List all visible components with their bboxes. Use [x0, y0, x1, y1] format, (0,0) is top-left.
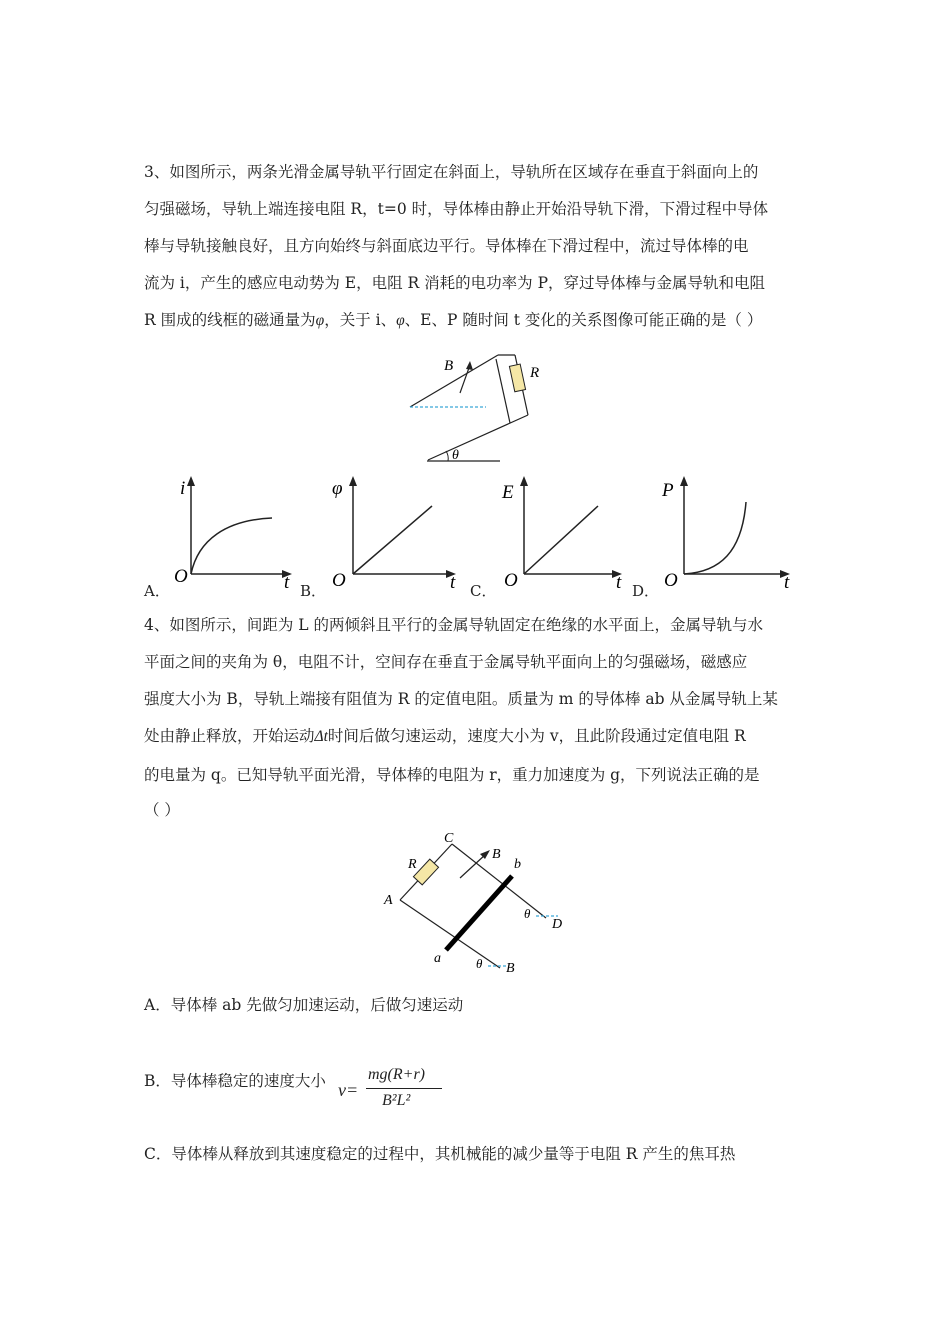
q3-a-xlabel: t [284, 572, 290, 590]
q4-option-b[interactable]: B．导体棒稳定的速度大小 [144, 1072, 326, 1090]
q3-b-ylabel: φ [332, 478, 343, 499]
phi-symbol: φ [315, 312, 325, 329]
q4-line-3: 强度大小为 B，导轨上端接有阻值为 R 的定值电阻。质量为 m 的导体棒 ab 从金属导轨上某 [144, 690, 778, 708]
q4-line-4-tail: 时间后做匀速运动，速度大小为 v，且此阶段通过定值电阻 R [327, 727, 746, 745]
q3-d-curve [684, 502, 746, 574]
q4-label-C: C [444, 831, 454, 846]
q3-option-a-letter[interactable]: A． [144, 582, 170, 600]
q4-label-R: R [408, 857, 417, 872]
q4-label-b: b [514, 857, 521, 872]
q3-line-3: 棒与导轨接触良好，且方向始终与斜面底边平行。导体棒在下滑过程中，流过导体棒的电 [144, 237, 749, 255]
q3-line-5-head: R 围成的线框的磁通量为 [144, 311, 316, 329]
q3-option-c-graph[interactable] [500, 472, 635, 590]
q3-fig-label-B: B [444, 358, 454, 374]
q4-label-B-arrow: B [492, 847, 501, 862]
q3-option-b-letter[interactable]: B． [300, 582, 327, 600]
q3-c-line [524, 506, 598, 574]
q3-b-line [353, 506, 432, 574]
q3-line-5-tail2: 、E、P 随时间 t 变化的关系图像可能正确的是（ ） [404, 311, 763, 329]
q3-option-d-letter[interactable]: D． [632, 582, 660, 600]
phi-symbol-2: φ [396, 312, 405, 329]
q4-option-c[interactable]: C．导体棒从释放到其速度稳定的过程中，其机械能的减少量等于电阻 R 产生的焦耳热 [144, 1145, 736, 1163]
q3-d-origin: O [664, 570, 678, 590]
q3-line-4: 流为 i，产生的感应电动势为 E，电阻 R 消耗的电功率为 P，穿过导体棒与金属导轨和电阻 [144, 274, 766, 292]
q3-option-d-graph[interactable] [660, 472, 800, 590]
q3-a-curve [191, 518, 272, 574]
q4-label-B-end: B [506, 961, 515, 976]
q3-line-5 [144, 310, 762, 331]
q3-option-a-graph[interactable] [168, 472, 303, 590]
q4-line-4 [144, 726, 746, 747]
conductor-rod [446, 876, 512, 950]
q3-incline-figure [400, 345, 540, 467]
q4-label-theta-1: θ [524, 906, 531, 921]
q3-line-1: 3、如图所示，两条光滑金属导轨平行固定在斜面上，导轨所在区域存在垂直于斜面向上的 [144, 163, 759, 181]
q4-label-D: D [552, 917, 563, 932]
formula-denominator: B²L² [382, 1092, 411, 1109]
q4-line-5: 的电量为 q。已知导轨平面光滑，导体棒的电阻为 r，重力加速度为 g，下列说法正确的是 [144, 766, 760, 784]
q3-line-2: 匀强磁场，导轨上端连接电阻 R，t=0 时，导体棒由静止开始沿导轨下滑，下滑过程中导体 [144, 200, 769, 218]
q3-c-ylabel: E [502, 482, 514, 503]
q4-option-a[interactable]: A．导体棒 ab 先做匀加速运动，后做匀速运动 [144, 996, 464, 1014]
q3-fig-label-R: R [530, 365, 540, 381]
q4-label-A: A [384, 893, 393, 908]
q4-line-2: 平面之间的夹角为 θ，电阻不计，空间存在垂直于金属导轨平面向上的匀强磁场，磁感应 [144, 653, 748, 671]
q3-a-ylabel: i [180, 478, 186, 499]
q4-rail-figure [380, 828, 580, 976]
formula-numerator: mg(R+r) [368, 1066, 426, 1083]
q3-c-origin: O [504, 570, 518, 590]
q3-b-xlabel: t [450, 572, 456, 590]
q3-line-5-tail: ，关于 i、 [324, 311, 397, 329]
q4-option-b-formula [338, 1066, 458, 1116]
q4-line-6: （ ） [144, 801, 180, 819]
q3-fig-label-theta: θ [452, 448, 459, 463]
formula-lhs: v= [338, 1080, 359, 1100]
q3-d-xlabel: t [784, 572, 790, 590]
q3-c-xlabel: t [616, 572, 622, 590]
delta-t-symbol: Δt [314, 728, 328, 745]
q3-a-origin: O [174, 566, 188, 587]
q4-line-1: 4、如图所示，间距为 L 的两倾斜且平行的金属导轨固定在绝缘的水平面上，金属导轨与水 [144, 616, 764, 634]
q3-d-ylabel: P [662, 480, 674, 501]
q3-option-b-graph[interactable] [330, 472, 470, 590]
q4-line-4-head: 处由静止释放，开始运动 [144, 727, 315, 745]
resistor-icon [509, 364, 525, 392]
q4-label-a: a [434, 951, 441, 966]
fraction-bar [366, 1088, 442, 1089]
q3-option-c-letter[interactable]: C． [470, 582, 497, 600]
q4-label-theta-2: θ [476, 956, 483, 971]
q3-b-origin: O [332, 570, 346, 590]
